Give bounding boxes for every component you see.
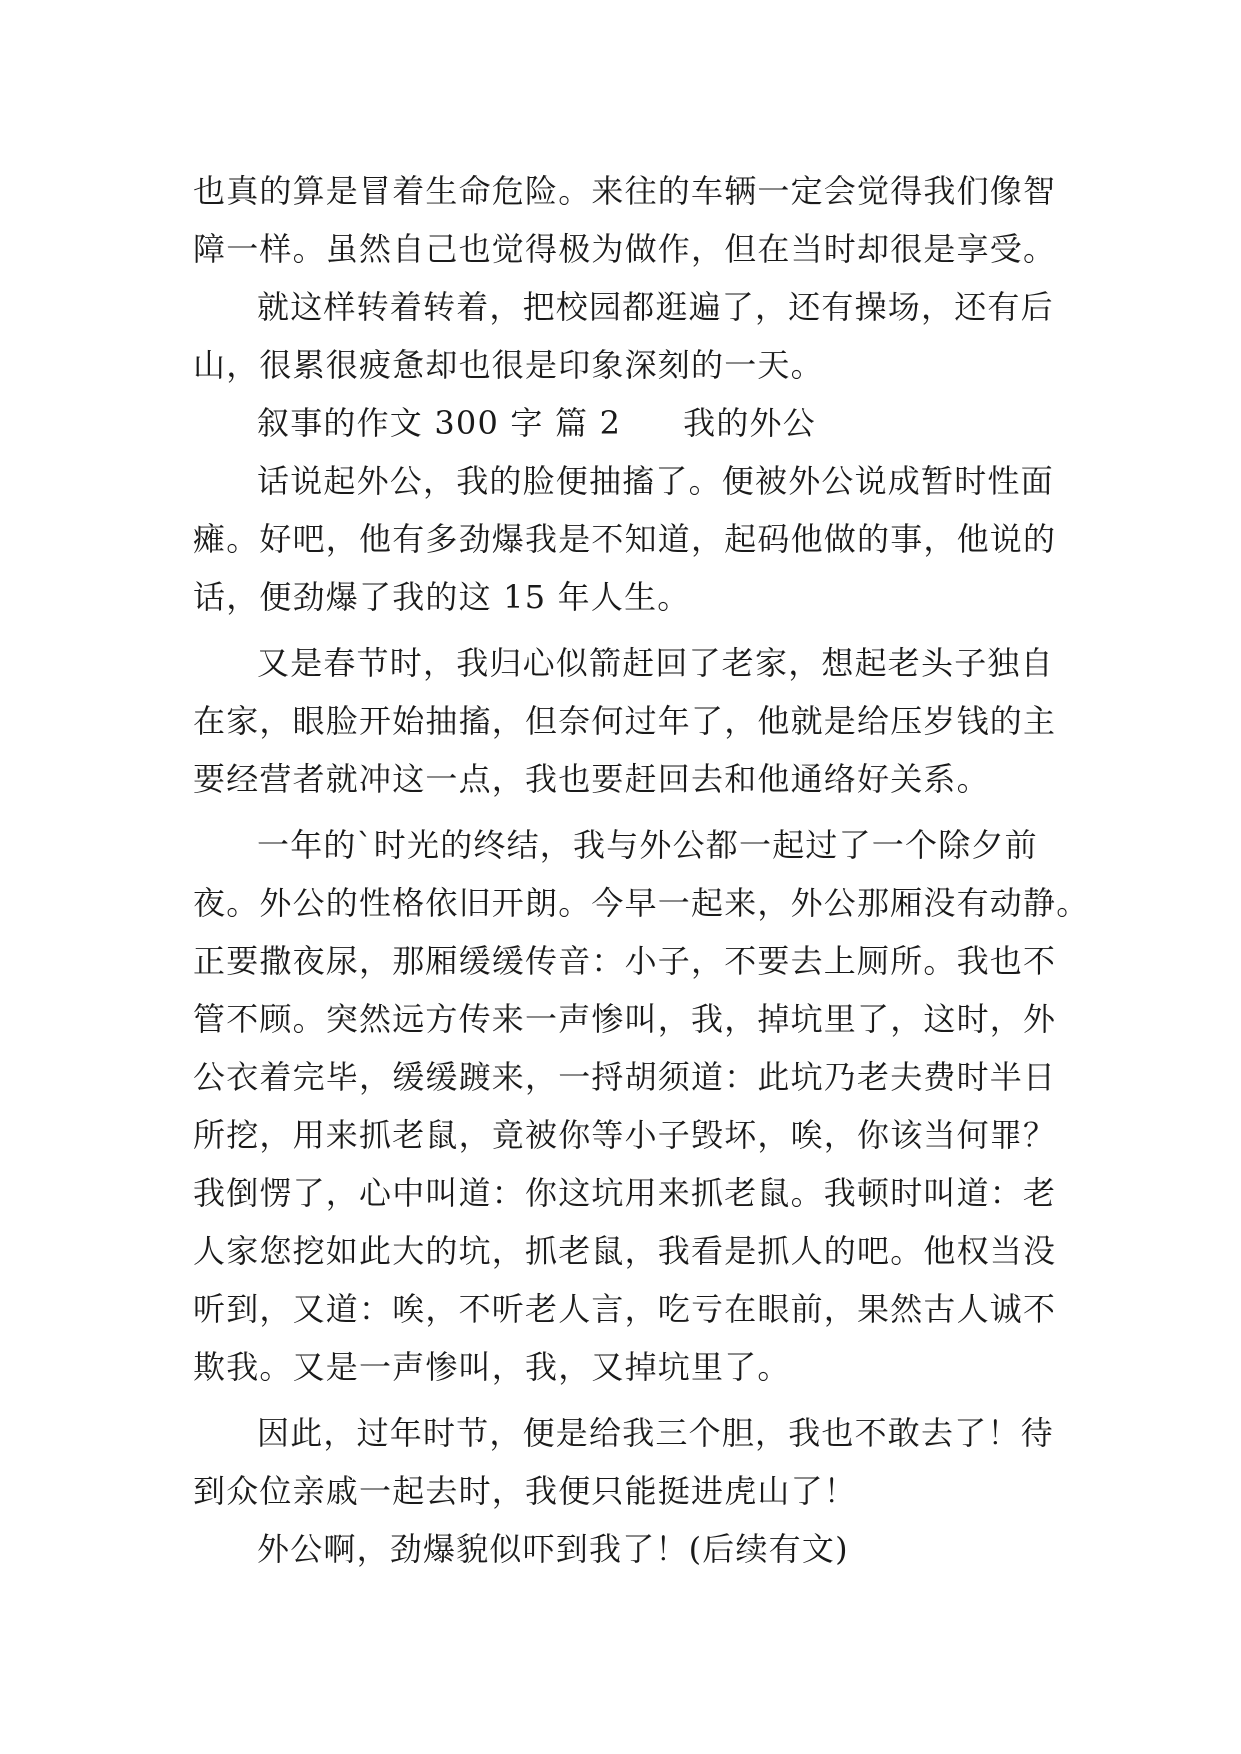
text-line: 话说起外公，我的脸便抽搐了。便被外公说成暂时性面 xyxy=(257,462,1054,500)
heading-title: 我的外公 xyxy=(683,404,816,442)
text-line: 夜。外公的性格依旧开朗。今早一起来，外公那厢没有动静。 xyxy=(193,884,1090,922)
text-line: 也真的算是冒着生命危险。来往的车辆一定会觉得我们像智 xyxy=(193,172,1057,210)
text-line: 人家您挖如此大的坑，抓老鼠，我看是抓人的吧。他权当没 xyxy=(193,1232,1057,1270)
text-line: 瘫。好吧，他有多劲爆我是不知道，起码他做的事，他说的 xyxy=(193,520,1057,558)
heading-label: 叙事的作文 300 字 篇 2 xyxy=(257,404,622,442)
text-line: 在家，眼脸开始抽搐，但奈何过年了，他就是给压岁钱的主 xyxy=(193,702,1057,740)
text-line: 外公啊，劲爆貌似吓到我了！(后续有文) xyxy=(257,1530,849,1568)
document-body xyxy=(193,162,1090,1578)
text-line: 到众位亲戚一起去时，我便只能挺进虎山了！ xyxy=(193,1472,858,1510)
text-line: 我倒愣了，心中叫道：你这坑用来抓老鼠。我顿时叫道：老 xyxy=(193,1174,1057,1212)
text-line: 障一样。虽然自己也觉得极为做作，但在当时却很是享受。 xyxy=(193,230,1057,268)
text-line: 管不顾。突然远方传来一声惨叫，我，掉坑里了，这时，外 xyxy=(193,1000,1057,1038)
text-line: 山，很累很疲惫却也很是印象深刻的一天。 xyxy=(193,346,824,384)
text-line: 一年的`时光的终结，我与外公都一起过了一个除夕前 xyxy=(257,826,1038,864)
text-line: 因此，过年时节，便是给我三个胆，我也不敢去了！待 xyxy=(257,1414,1054,1452)
section-heading xyxy=(193,394,1063,452)
text-line: 欺我。又是一声惨叫，我，又掉坑里了。 xyxy=(193,1348,791,1386)
text-line: 又是春节时，我归心似箭赶回了老家，想起老头子独自 xyxy=(257,644,1054,682)
text-line: 所挖，用来抓老鼠，竟被你等小子毁坏，唉，你该当何罪？ xyxy=(193,1116,1057,1154)
text-line: 话，便劲爆了我的这 15 年人生。 xyxy=(193,578,691,616)
text-line: 正要撒夜尿，那厢缓缓传音：小子，不要去上厕所。我也不 xyxy=(193,942,1057,980)
text-line: 就这样转着转着，把校园都逛遍了，还有操场，还有后 xyxy=(257,288,1054,326)
text-line: 听到，又道：唉，不听老人言，吃亏在眼前，果然古人诚不 xyxy=(193,1290,1057,1328)
text-line: 要经营者就冲这一点，我也要赶回去和他通络好关系。 xyxy=(193,760,990,798)
text-line: 公衣着完毕，缓缓踱来，一捋胡须道：此坑乃老夫费时半日 xyxy=(193,1058,1057,1096)
